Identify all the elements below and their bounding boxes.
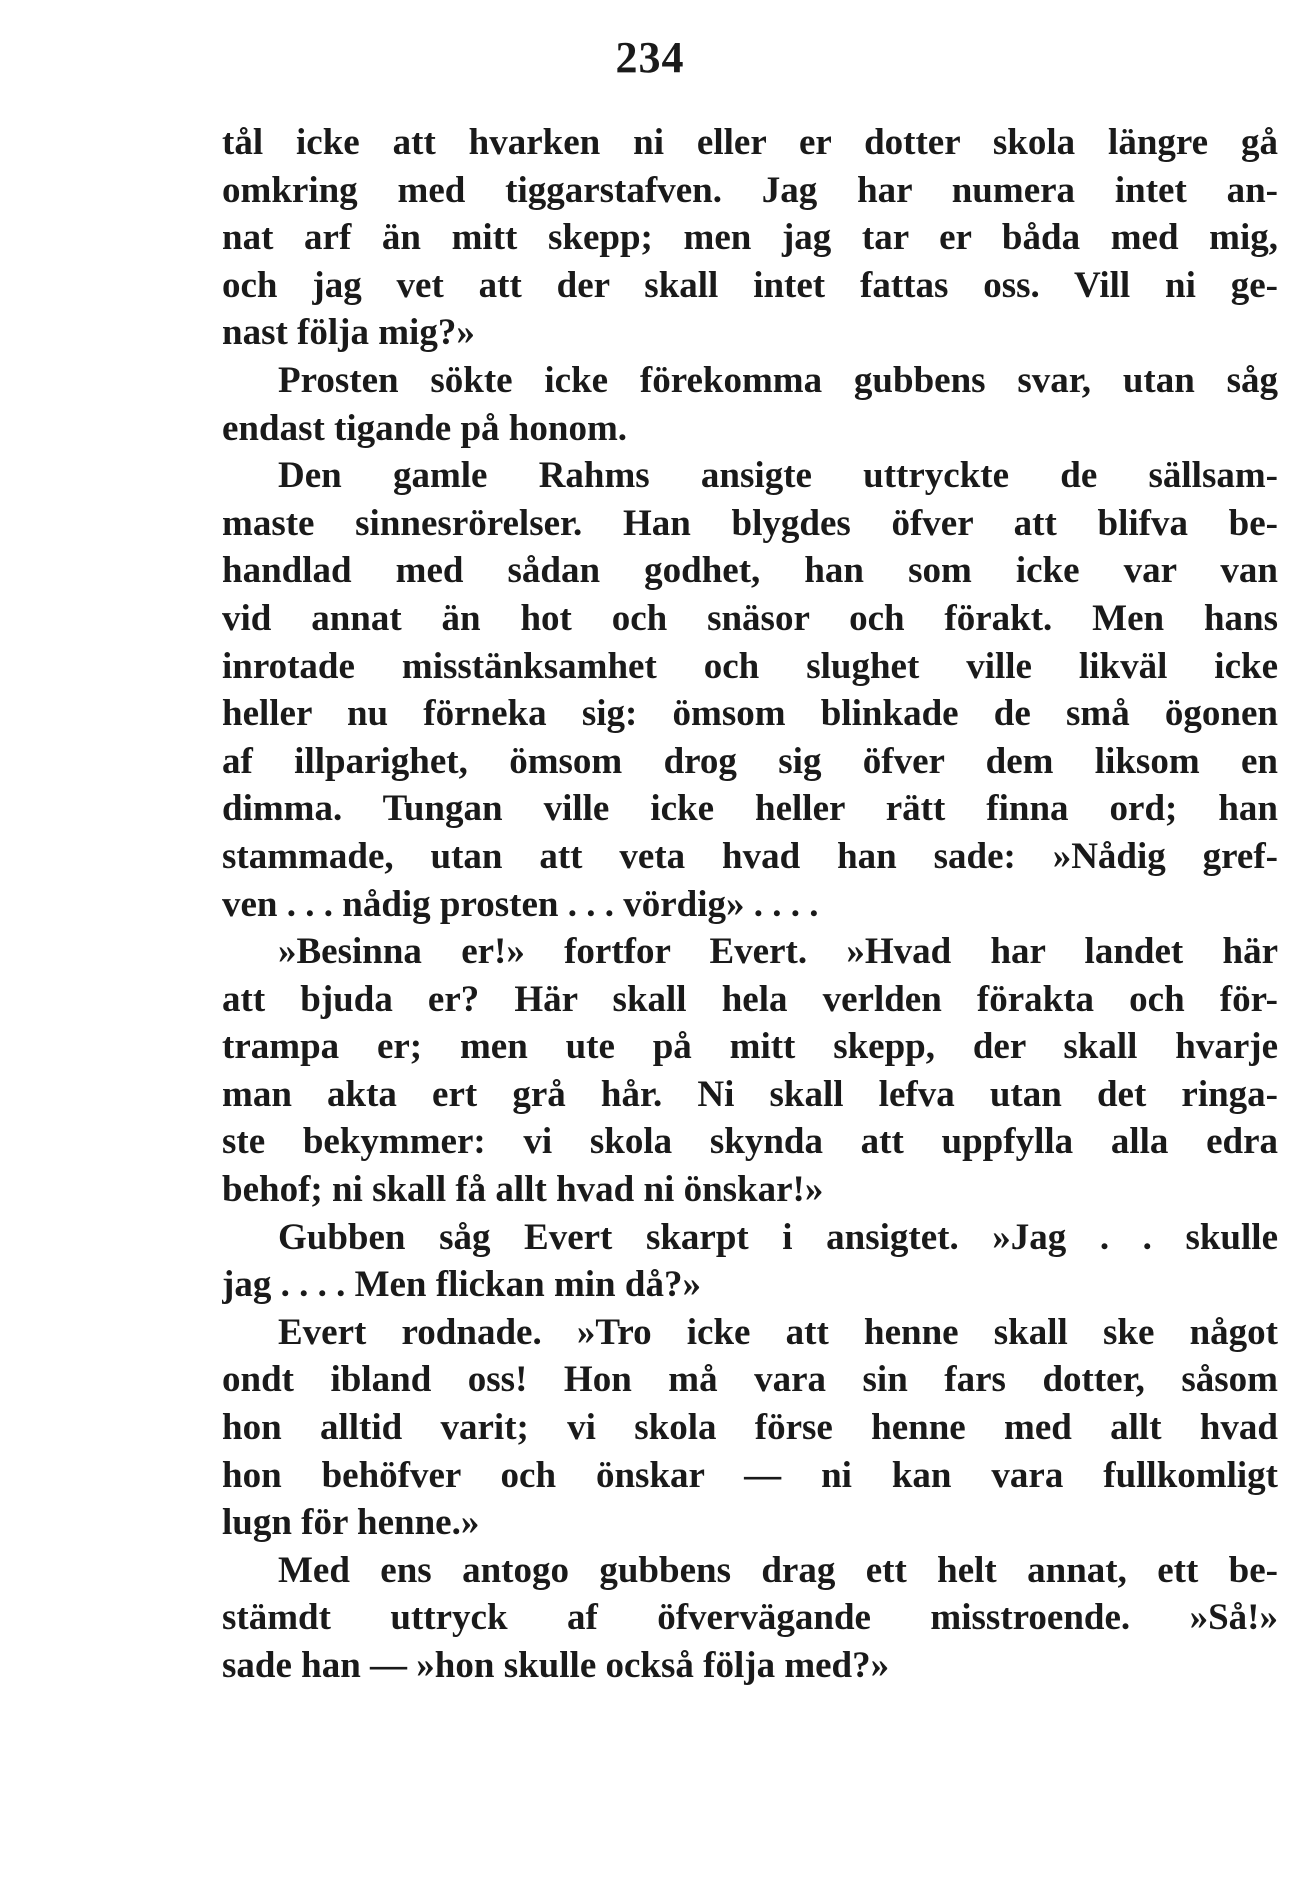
text-line: Med ens antogo gubbens drag ett helt annat, ett be- bbox=[278, 1549, 1278, 1591]
text-line: »Besinna er!» fortfor Evert. »Hvad har landet här bbox=[278, 931, 1278, 973]
text-line: vid annat än hot och snäsor och förakt. Men hans bbox=[222, 597, 1278, 639]
text-line: handlad med sådan godhet, han som icke var van bbox=[222, 550, 1278, 592]
text-line: man akta ert grå hår. Ni skall lefva utan det ringa- bbox=[222, 1073, 1278, 1115]
text-line: tål icke att hvarken ni eller er dotter skola längre gå bbox=[222, 122, 1278, 163]
text-line: ven . . . nådig prosten . . . vördig» . . . . bbox=[222, 883, 819, 925]
text-line: Evert rodnade. »Tro icke att henne skall ske något bbox=[278, 1311, 1278, 1353]
text-line: af illparighet, ömsom drog sig öfver dem liksom en bbox=[222, 740, 1278, 782]
text-line: Prosten sökte icke förekomma gubbens svar, utan såg bbox=[278, 359, 1278, 401]
text-line: stämdt uttryck af öfvervägande misstroende. »Så!» bbox=[222, 1597, 1278, 1639]
text-line: omkring med tiggarstafven. Jag har numera intet an- bbox=[222, 169, 1278, 211]
text-line: Gubben såg Evert skarpt i ansigtet. »Jag . . skulle bbox=[278, 1216, 1278, 1258]
text-line: och jag vet att der skall intet fattas oss. Vill ni ge- bbox=[222, 264, 1278, 306]
text-line: endast tigande på honom. bbox=[222, 407, 628, 449]
text-line: stammade, utan att veta hvad han sade: »Nådig gref- bbox=[222, 835, 1278, 877]
text-line: behof; ni skall få allt hvad ni önskar!» bbox=[222, 1169, 824, 1211]
text-line: jag . . . . Men flickan min då?» bbox=[222, 1264, 701, 1306]
page-number: 234 bbox=[615, 33, 685, 82]
text-line: trampa er; men ute på mitt skepp, der skall hvarje bbox=[222, 1026, 1278, 1068]
text-line: hon behöfver och önskar — ni kan vara fullkomligt bbox=[222, 1454, 1278, 1496]
text-line: lugn för henne.» bbox=[222, 1502, 480, 1544]
text-line: maste sinnesrörelser. Han blygdes öfver att blifva be- bbox=[222, 502, 1278, 544]
body-text bbox=[222, 119, 1278, 1690]
text-line: att bjuda er? Här skall hela verlden förakta och för- bbox=[222, 978, 1278, 1020]
text-line: nast följa mig?» bbox=[222, 312, 475, 354]
text-line: heller nu förneka sig: ömsom blinkade de små ögonen bbox=[222, 693, 1278, 735]
text-line: ondt ibland oss! Hon må vara sin fars dotter, såsom bbox=[222, 1359, 1278, 1401]
text-line: inrotade misstänksamhet och slughet ville likväl icke bbox=[222, 645, 1278, 687]
text-line: nat arf än mitt skepp; men jag tar er båda med mig, bbox=[222, 217, 1278, 259]
text-line: hon alltid varit; vi skola förse henne med allt hvad bbox=[222, 1407, 1278, 1449]
text-line: dimma. Tungan ville icke heller rätt finna ord; han bbox=[222, 788, 1278, 830]
text-line: sade han — »hon skulle också följa med?» bbox=[222, 1645, 890, 1686]
text-line: Den gamle Rahms ansigte uttryckte de sällsam- bbox=[278, 455, 1278, 497]
text-line: ste bekymmer: vi skola skynda att uppfylla alla edra bbox=[222, 1121, 1278, 1163]
